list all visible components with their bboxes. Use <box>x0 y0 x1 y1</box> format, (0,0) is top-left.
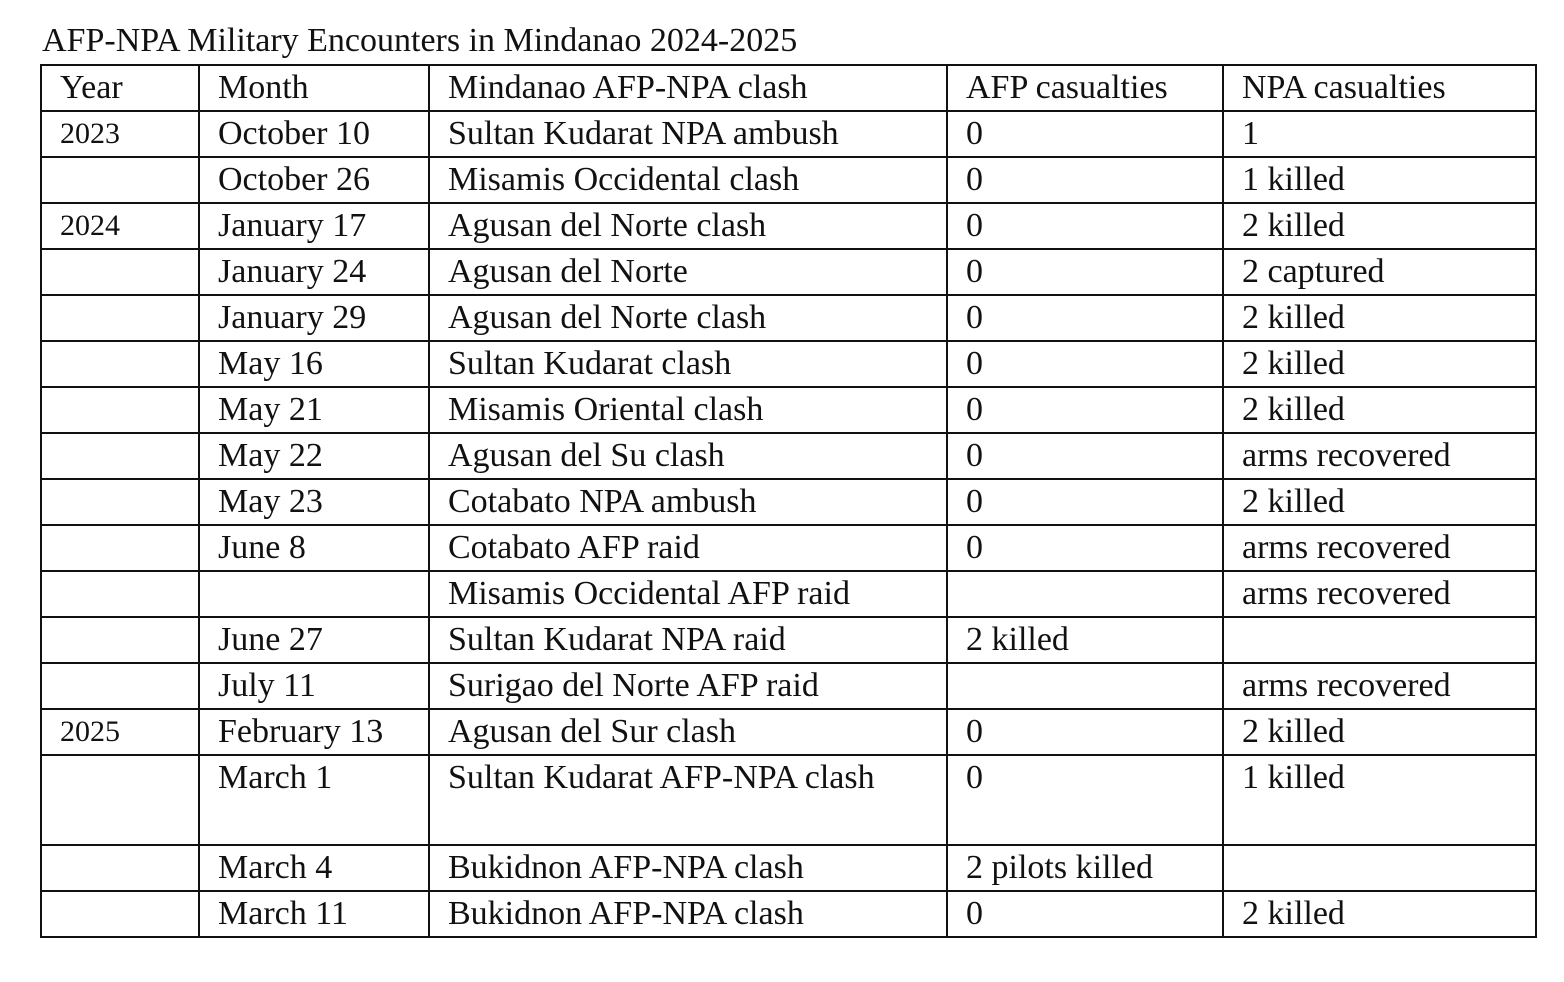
month-cell: February 13 <box>199 709 429 755</box>
npa-casualties-cell: 1 <box>1223 111 1536 157</box>
year-cell <box>41 891 199 937</box>
npa-casualties-cell <box>1223 617 1536 663</box>
year-cell <box>41 755 199 845</box>
year-cell <box>41 479 199 525</box>
header-npa-casualties: NPA casualties <box>1223 65 1536 111</box>
npa-casualties-cell: 2 killed <box>1223 709 1536 755</box>
month-cell: May 16 <box>199 341 429 387</box>
npa-casualties-cell: 2 killed <box>1223 387 1536 433</box>
year-cell: 2025 <box>41 709 199 755</box>
header-afp-casualties: AFP casualties <box>947 65 1223 111</box>
table-row <box>41 755 1536 845</box>
clash-cell: Agusan del Norte clash <box>429 295 947 341</box>
clash-cell: Agusan del Su clash <box>429 433 947 479</box>
year-cell <box>41 387 199 433</box>
year-cell <box>41 571 199 617</box>
npa-casualties-cell: 1 killed <box>1223 157 1536 203</box>
year-cell <box>41 663 199 709</box>
year-cell <box>41 157 199 203</box>
header-month: Month <box>199 65 429 111</box>
clash-cell: Agusan del Sur clash <box>429 709 947 755</box>
year-cell <box>41 295 199 341</box>
month-cell: January 17 <box>199 203 429 249</box>
table-row <box>41 341 1536 387</box>
npa-casualties-cell: arms recovered <box>1223 663 1536 709</box>
npa-casualties-cell: 2 killed <box>1223 479 1536 525</box>
month-cell: July 11 <box>199 663 429 709</box>
table-row <box>41 111 1536 157</box>
month-cell: May 21 <box>199 387 429 433</box>
month-cell: May 23 <box>199 479 429 525</box>
clash-cell: Bukidnon AFP-NPA clash <box>429 891 947 937</box>
table-row <box>41 249 1536 295</box>
clash-cell: Cotabato AFP raid <box>429 525 947 571</box>
table-row <box>41 433 1536 479</box>
afp-casualties-cell: 0 <box>947 525 1223 571</box>
afp-casualties-cell: 0 <box>947 755 1223 845</box>
year-cell <box>41 341 199 387</box>
year-cell <box>41 525 199 571</box>
table-row <box>41 617 1536 663</box>
table-row <box>41 295 1536 341</box>
afp-casualties-cell: 2 pilots killed <box>947 845 1223 891</box>
afp-casualties-cell: 0 <box>947 891 1223 937</box>
table-row <box>41 571 1536 617</box>
clash-cell: Misamis Occidental AFP raid <box>429 571 947 617</box>
afp-casualties-cell: 2 killed <box>947 617 1223 663</box>
clash-cell: Surigao del Norte AFP raid <box>429 663 947 709</box>
year-cell: 2024 <box>41 203 199 249</box>
clash-cell: Agusan del Norte <box>429 249 947 295</box>
clash-cell: Agusan del Norte clash <box>429 203 947 249</box>
table-row <box>41 525 1536 571</box>
clash-cell: Sultan Kudarat AFP-NPA clash <box>429 755 947 845</box>
clash-cell: Sultan Kudarat clash <box>429 341 947 387</box>
month-cell: October 10 <box>199 111 429 157</box>
month-cell: January 29 <box>199 295 429 341</box>
clash-cell: Cotabato NPA ambush <box>429 479 947 525</box>
month-cell: March 1 <box>199 755 429 845</box>
month-cell: January 24 <box>199 249 429 295</box>
table-row <box>41 845 1536 891</box>
year-cell <box>41 249 199 295</box>
clash-cell: Sultan Kudarat NPA raid <box>429 617 947 663</box>
year-cell <box>41 617 199 663</box>
afp-casualties-cell: 0 <box>947 387 1223 433</box>
clash-cell: Bukidnon AFP-NPA clash <box>429 845 947 891</box>
table-row <box>41 203 1536 249</box>
table-row <box>41 157 1536 203</box>
document-title: AFP-NPA Military Encounters in Mindanao 2024-2025 <box>42 22 798 59</box>
table-row <box>41 387 1536 433</box>
npa-casualties-cell: arms recovered <box>1223 433 1536 479</box>
afp-casualties-cell: 0 <box>947 157 1223 203</box>
npa-casualties-cell: 1 killed <box>1223 755 1536 845</box>
clash-cell: Sultan Kudarat NPA ambush <box>429 111 947 157</box>
npa-casualties-cell: 2 captured <box>1223 249 1536 295</box>
table-row <box>41 663 1536 709</box>
month-cell: June 8 <box>199 525 429 571</box>
npa-casualties-cell: arms recovered <box>1223 571 1536 617</box>
table-row <box>41 709 1536 755</box>
npa-casualties-cell: 2 killed <box>1223 341 1536 387</box>
clash-cell: Misamis Occidental clash <box>429 157 947 203</box>
header-clash: Mindanao AFP-NPA clash <box>429 65 947 111</box>
header-year: Year <box>41 65 199 111</box>
npa-casualties-cell: arms recovered <box>1223 525 1536 571</box>
month-cell: May 22 <box>199 433 429 479</box>
afp-casualties-cell: 0 <box>947 203 1223 249</box>
afp-casualties-cell: 0 <box>947 341 1223 387</box>
table-row <box>41 479 1536 525</box>
afp-casualties-cell: 0 <box>947 249 1223 295</box>
month-cell: March 11 <box>199 891 429 937</box>
year-cell: 2023 <box>41 111 199 157</box>
afp-casualties-cell: 0 <box>947 111 1223 157</box>
npa-casualties-cell: 2 killed <box>1223 203 1536 249</box>
month-cell: October 26 <box>199 157 429 203</box>
month-cell: June 27 <box>199 617 429 663</box>
month-cell: March 4 <box>199 845 429 891</box>
year-cell <box>41 845 199 891</box>
table-header-row <box>41 65 1536 111</box>
afp-casualties-cell: 0 <box>947 709 1223 755</box>
table-row <box>41 891 1536 937</box>
afp-casualties-cell: 0 <box>947 479 1223 525</box>
npa-casualties-cell <box>1223 845 1536 891</box>
clash-cell: Misamis Oriental clash <box>429 387 947 433</box>
afp-casualties-cell: 0 <box>947 433 1223 479</box>
encounters-table <box>40 64 1537 938</box>
afp-casualties-cell <box>947 663 1223 709</box>
npa-casualties-cell: 2 killed <box>1223 891 1536 937</box>
afp-casualties-cell: 0 <box>947 295 1223 341</box>
month-cell <box>199 571 429 617</box>
npa-casualties-cell: 2 killed <box>1223 295 1536 341</box>
year-cell <box>41 433 199 479</box>
afp-casualties-cell <box>947 571 1223 617</box>
